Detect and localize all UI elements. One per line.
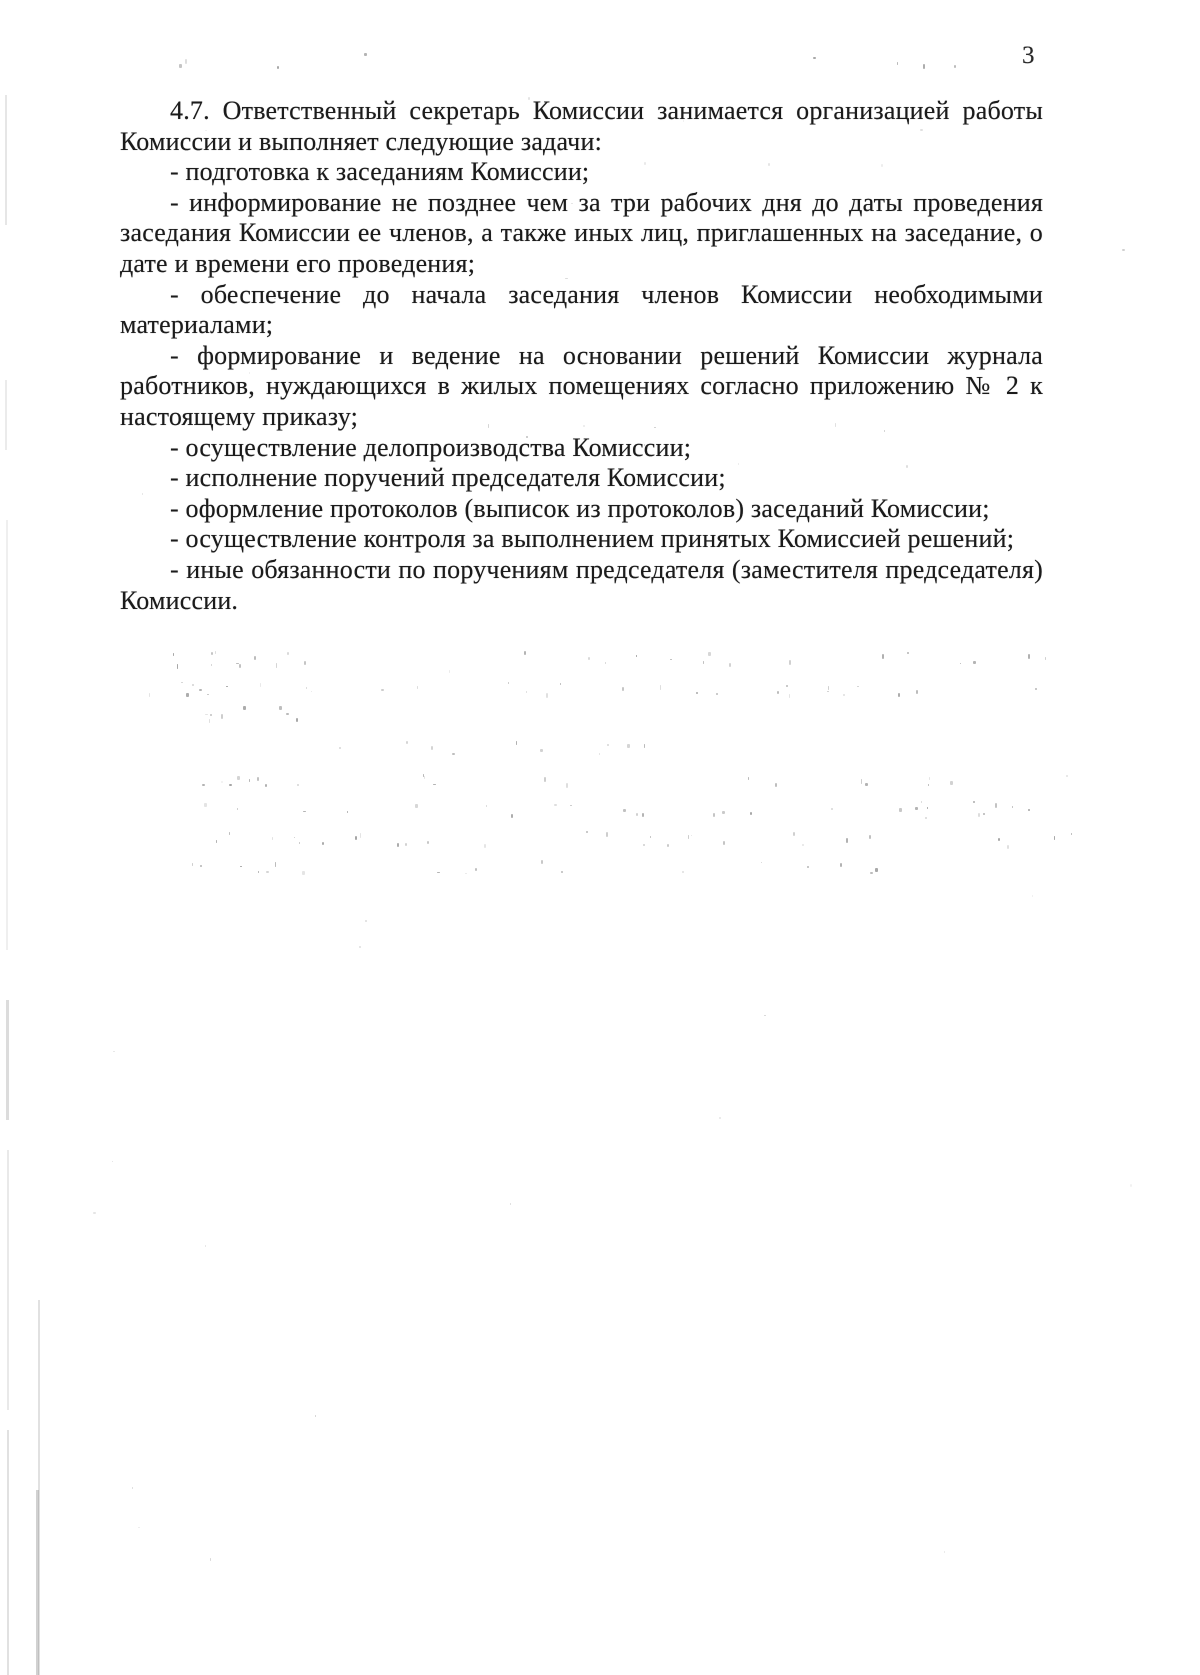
scan-speckle <box>719 1117 721 1119</box>
scan-speckle <box>209 719 210 724</box>
scan-speckle <box>449 670 450 673</box>
scan-speckle <box>636 655 637 657</box>
scan-speckle <box>1028 654 1029 659</box>
scan-speckle <box>240 866 242 867</box>
scan-speckle <box>831 808 833 810</box>
scan-speckle <box>722 811 725 813</box>
scan-speckle <box>216 840 218 843</box>
scan-speckle <box>347 811 348 814</box>
scan-speckle <box>415 804 418 808</box>
scan-speckle <box>516 741 517 745</box>
scan-speckle <box>606 832 608 837</box>
text-line: 4.7. Ответственный секретарь Комиссии занимается организацией работы <box>170 96 1043 125</box>
scan-speckle <box>186 693 189 697</box>
scan-speckle <box>417 686 418 689</box>
scan-speckle <box>397 843 399 847</box>
text-line: - обеспечение до начала заседания членов Комиссии необходимыми <box>170 279 1043 309</box>
scan-speckle <box>207 694 209 695</box>
scan-speckle <box>899 808 902 812</box>
scan-speckle <box>199 689 202 691</box>
text-line: - осуществление делопроизводства Комиссии; <box>170 432 692 462</box>
scan-speckle <box>265 784 267 787</box>
scan-speckle <box>257 777 260 782</box>
scan-speckle <box>898 693 900 698</box>
scan-speckle <box>226 686 228 688</box>
scan-speckle <box>708 652 711 655</box>
scan-speckle <box>561 871 562 873</box>
scan-speckle <box>703 661 705 663</box>
scan-speckle <box>915 807 918 810</box>
scan-speckle <box>921 801 922 803</box>
scan-speckle <box>1032 895 1033 897</box>
scan-speckle <box>750 812 752 816</box>
scan-speckle <box>627 744 630 748</box>
scan-speckle <box>748 777 749 781</box>
scan-speckle <box>205 1245 207 1247</box>
scan-speckle <box>622 687 624 691</box>
scan-speckle <box>950 781 953 786</box>
scan-speckle <box>644 744 646 747</box>
scan-speckle <box>302 871 305 875</box>
scan-speckle <box>642 813 644 817</box>
scan-speckle <box>431 746 433 751</box>
scan-speckle <box>508 682 509 685</box>
scan-speckle <box>315 1415 316 1417</box>
scan-speckle <box>670 659 672 660</box>
scan-speckle <box>846 838 848 843</box>
scan-speckle <box>983 813 986 815</box>
scan-speckle <box>827 691 829 693</box>
scan-edge-artifact <box>7 1430 9 1675</box>
scan-speckle <box>857 686 859 688</box>
scan-speckle <box>179 64 182 68</box>
scan-speckle <box>696 692 698 694</box>
scan-speckle <box>185 59 187 64</box>
scan-speckle <box>793 832 795 836</box>
scan-edge-artifact <box>6 1000 9 1120</box>
scan-speckle <box>304 661 306 665</box>
scan-speckle <box>279 706 282 710</box>
scan-speckle <box>276 663 278 668</box>
scan-speckle <box>221 781 223 783</box>
scan-edge-artifact <box>6 520 8 950</box>
scan-speckle <box>355 836 357 841</box>
scan-speckle <box>605 662 606 664</box>
scan-speckle <box>813 57 816 58</box>
scan-speckle <box>524 651 526 655</box>
scan-speckle <box>277 66 279 69</box>
scan-speckle <box>296 718 298 722</box>
scan-speckle <box>149 693 150 697</box>
scan-speckle <box>599 753 600 755</box>
scan-speckle <box>843 694 845 696</box>
scan-speckle <box>205 714 208 715</box>
paragraph <box>120 157 1043 188</box>
scan-speckle <box>786 685 788 687</box>
scan-speckle <box>944 1551 946 1554</box>
scan-edge-artifact <box>5 380 7 450</box>
scan-speckle <box>907 652 909 654</box>
paragraph <box>120 524 1043 555</box>
scan-speckle <box>541 860 543 865</box>
scan-speckle <box>643 844 646 846</box>
scan-speckle <box>544 777 546 782</box>
scan-speckle <box>869 835 871 840</box>
scan-speckle <box>560 683 562 686</box>
scan-speckle <box>237 808 238 811</box>
text-line: материалами; <box>120 310 274 340</box>
scan-speckle <box>423 774 424 777</box>
scan-speckle <box>1012 806 1013 808</box>
scan-speckle <box>623 809 626 812</box>
text-line: Комиссии. <box>120 585 239 615</box>
scan-speckle <box>566 783 569 788</box>
scan-speckle <box>667 844 668 847</box>
scan-speckle <box>236 663 238 665</box>
scan-speckle <box>173 653 174 656</box>
scan-speckle <box>484 844 486 848</box>
scan-edge-artifact <box>5 95 7 225</box>
scan-speckle <box>1035 688 1037 689</box>
scan-speckle <box>1130 1184 1132 1187</box>
scan-speckle <box>360 833 361 838</box>
scan-speckle <box>132 1487 133 1489</box>
scan-speckle <box>1007 845 1009 850</box>
scan-speckle <box>861 779 863 784</box>
text-line: настоящему приказу; <box>120 401 359 431</box>
scan-speckle <box>359 946 361 948</box>
scan-speckle <box>243 706 246 710</box>
scan-speckle <box>973 801 975 803</box>
scan-speckle <box>775 783 777 787</box>
scan-speckle <box>882 654 884 658</box>
scan-speckle <box>211 652 213 655</box>
scan-speckle <box>789 694 791 697</box>
page-number: 3 <box>1022 42 1035 69</box>
scan-speckle <box>287 652 289 655</box>
scan-speckle <box>221 714 223 719</box>
scan-speckle <box>286 713 289 715</box>
text-line: - исполнение поручений председателя Комиссии; <box>170 463 726 493</box>
scan-speckle <box>1028 809 1030 811</box>
scan-speckle <box>928 784 930 786</box>
scan-speckle <box>870 872 873 875</box>
scan-speckle <box>306 687 307 689</box>
scan-speckle <box>486 805 487 807</box>
scan-speckle <box>322 842 324 846</box>
scan-speckle <box>138 1527 140 1528</box>
paragraph <box>120 463 1043 494</box>
scan-speckle <box>275 862 276 867</box>
scan-speckle <box>249 779 251 781</box>
scan-speckle <box>764 1015 766 1017</box>
text-line: - подготовка к заседаниям Комиссии; <box>170 157 590 187</box>
scan-speckle <box>260 683 261 687</box>
scan-speckle <box>365 920 367 922</box>
scan-speckle <box>475 868 477 871</box>
scan-speckle <box>716 693 718 696</box>
text-line: работников, нуждающихся в жилых помещениях согласно приложению № 2 к <box>120 371 1043 401</box>
scan-speckle <box>978 813 981 817</box>
scan-speckle <box>381 689 383 691</box>
scan-speckle <box>424 776 425 778</box>
scan-speckle <box>713 813 716 817</box>
paragraph <box>120 341 1043 433</box>
scan-speckle <box>192 684 195 686</box>
scan-speckle <box>636 813 638 816</box>
scan-speckle <box>112 1161 113 1163</box>
paragraph <box>120 96 1043 157</box>
scan-speckle <box>254 656 257 660</box>
scan-speckle <box>807 866 810 868</box>
scan-speckle <box>526 691 527 693</box>
scan-speckle <box>897 62 898 64</box>
scan-speckle <box>973 661 975 664</box>
scan-speckle <box>691 835 692 836</box>
scan-speckle <box>789 660 791 665</box>
scan-speckle <box>303 811 306 812</box>
paragraph <box>120 555 1043 616</box>
paragraph <box>120 494 1043 525</box>
scan-speckle <box>927 807 928 809</box>
scan-speckle <box>210 1558 211 1561</box>
scan-speckle <box>840 863 842 867</box>
scan-speckle <box>266 871 269 873</box>
scan-speckle <box>688 835 689 839</box>
scan-speckle <box>510 1203 512 1205</box>
scan-speckle <box>660 685 661 689</box>
scan-speckle <box>311 691 312 692</box>
paragraph <box>120 188 1043 280</box>
scan-speckle <box>258 871 259 872</box>
scan-speckle <box>364 53 367 56</box>
scan-speckle <box>192 863 193 866</box>
scan-speckle <box>723 841 725 845</box>
scan-speckle <box>588 657 591 661</box>
scan-speckle <box>405 843 407 846</box>
scan-speckle <box>465 873 467 874</box>
scan-speckle <box>297 784 299 786</box>
text-line: - информирование не позднее чем за три рабочих дня до даты проведения <box>170 187 1043 217</box>
scan-speckle <box>865 783 868 786</box>
scan-speckle <box>339 747 341 749</box>
scan-speckle <box>828 686 829 690</box>
scan-speckle <box>1066 775 1069 777</box>
text-line: - иные обязанности по поручениям председателя (заместителя председателя) <box>170 554 1043 584</box>
scan-speckle <box>761 862 763 864</box>
scan-speckle <box>995 803 996 808</box>
scan-speckle <box>113 1051 115 1052</box>
paragraph <box>120 433 1043 464</box>
scan-speckle <box>607 744 609 746</box>
scan-speckle <box>229 832 230 836</box>
scan-speckle <box>437 872 440 873</box>
scan-speckle <box>294 837 295 838</box>
scan-speckle <box>925 817 927 819</box>
scan-speckle <box>540 749 543 751</box>
scan-speckle <box>802 844 804 846</box>
scan-speckle <box>923 64 925 69</box>
scan-speckle <box>1122 249 1124 251</box>
scan-edge-artifact <box>7 1150 9 1410</box>
scan-speckle <box>998 838 999 842</box>
scan-speckle <box>1054 836 1055 841</box>
text-line: дате и времени его проведения; <box>120 248 476 278</box>
scan-speckle <box>204 803 207 807</box>
scan-speckle <box>954 65 957 68</box>
scan-speckle <box>272 837 273 840</box>
text-line: Комиссии и выполняет следующие задачи: <box>120 126 602 156</box>
scan-speckle <box>682 871 685 874</box>
scan-speckle <box>299 842 300 844</box>
scan-speckle <box>93 1212 95 1215</box>
text-line: - формирование и ведение на основании решений Комиссии журнала <box>170 340 1043 370</box>
scan-speckle <box>777 691 779 694</box>
scan-speckle <box>586 831 588 833</box>
scan-speckle <box>570 805 572 807</box>
scan-speckle <box>511 814 514 818</box>
scan-speckle <box>239 664 242 667</box>
scan-speckle <box>229 784 232 786</box>
scan-speckle <box>237 776 240 780</box>
paragraph <box>120 280 1043 341</box>
scan-speckle <box>210 714 212 716</box>
document-body <box>120 96 1043 616</box>
scan-edge-artifact <box>38 1300 40 1675</box>
scan-speckle <box>554 804 557 806</box>
scan-speckle <box>729 663 731 667</box>
scan-speckle <box>452 753 455 755</box>
scan-speckle <box>929 777 930 779</box>
scan-speckle <box>433 784 436 785</box>
text-line: заседания Комиссии ее членов, а также иных лиц, приглашенных на заседание, о <box>120 218 1043 248</box>
scan-speckle <box>406 741 409 744</box>
scan-speckle <box>960 663 962 664</box>
scan-speckle <box>202 784 205 787</box>
scan-speckle <box>1045 657 1047 660</box>
text-line: - осуществление контроля за выполнением принятых Комиссией решений; <box>170 524 1015 554</box>
scan-speckle <box>200 865 202 867</box>
scan-speckle <box>546 693 548 697</box>
scan-speckle <box>177 664 179 669</box>
scan-speckle <box>211 664 212 667</box>
scan-speckle <box>181 682 183 683</box>
scan-speckle <box>875 868 878 872</box>
scan-edge-artifact <box>36 1490 39 1675</box>
scan-speckle <box>916 690 918 694</box>
scan-speckle <box>215 651 216 654</box>
scan-speckle <box>427 841 430 844</box>
scan-speckle <box>650 836 651 837</box>
text-line: - оформление протоколов (выписок из протоколов) заседаний Комиссии; <box>170 493 990 523</box>
scan-speckle <box>1071 833 1072 835</box>
